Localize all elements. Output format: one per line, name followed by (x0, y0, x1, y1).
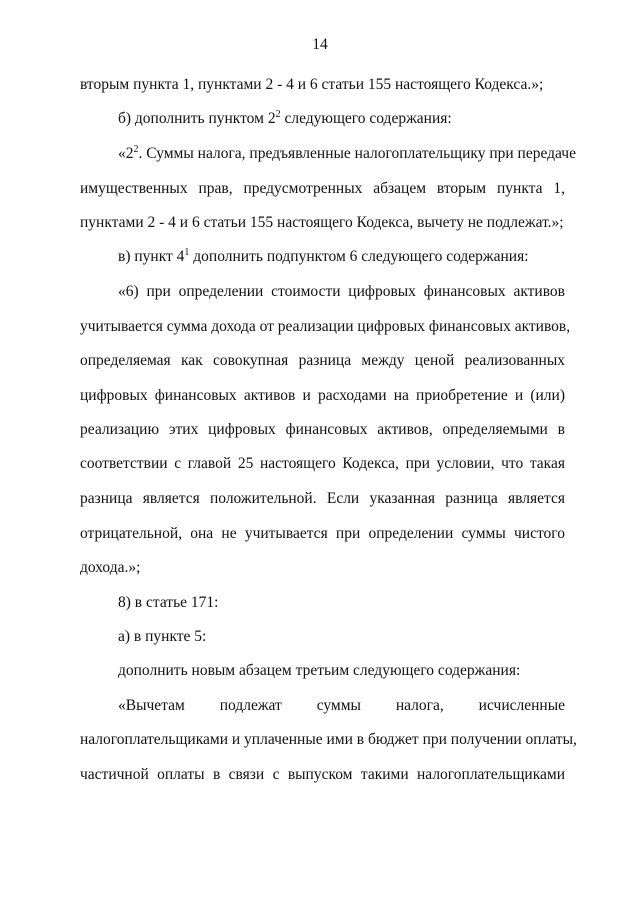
text-fragment: «2 (118, 145, 134, 162)
text-line: отрицательной, она не учитывается при определении суммы чистого (80, 525, 565, 542)
text-fragment: дополнить подпунктом 6 следующего содержания: (189, 248, 529, 265)
superscript: 1 (184, 247, 190, 258)
superscript: 2 (275, 109, 281, 120)
text-line: а) в пункте 5: (118, 628, 207, 645)
text-line: «Вычетам подлежат суммы налога, исчисленные (118, 697, 565, 714)
text-line: пунктами 2 - 4 и 6 статьи 155 настоящего Кодекса, вычету не подлежат.»; (80, 214, 564, 231)
text-line: налогоплательщиками и уплаченные ими в бюджет при получении оплаты, (80, 731, 577, 748)
text-fragment: б) дополнить пунктом 2 (118, 110, 276, 127)
text-line: определяемая как совокупная разница между ценой реализованных (80, 352, 565, 369)
text-line: цифровых финансовых активов и расходами на приобретение и (или) (80, 387, 565, 404)
page-number: 14 (312, 36, 328, 53)
text-line (118, 248, 529, 266)
text-line: разница является положительной. Если указанная разница является (80, 490, 565, 507)
text-line: реализацию этих цифровых финансовых активов, определяемыми в (80, 421, 565, 438)
text-fragment: следующего содержания: (280, 110, 452, 127)
text-line: учитывается сумма дохода от реализации цифровых финансовых активов, (80, 318, 571, 335)
text-line: имущественных прав, предусмотренных абзацем вторым пункта 1, (80, 180, 565, 197)
text-fragment: в) пункт 4 (118, 248, 185, 265)
text-line (118, 145, 576, 163)
text-line: вторым пункта 1, пунктами 2 - 4 и 6 статьи 155 настоящего Кодекса.»; (80, 76, 544, 93)
text-line: 8) в статье 171: (118, 594, 219, 611)
text-line (118, 110, 452, 128)
text-line: дополнить новым абзацем третьим следующего содержания: (118, 662, 521, 679)
superscript: 2 (133, 144, 139, 155)
text-line: частичной оплаты в связи с выпуском такими налогоплательщиками (80, 766, 565, 783)
text-line: соответствии с главой 25 настоящего Кодекса, при условии, что такая (80, 455, 565, 472)
text-line: «6) при определении стоимости цифровых финансовых активов (118, 283, 565, 300)
text-fragment: . Суммы налога, предъявленные налогоплательщику при передаче (138, 145, 576, 162)
text-line: дохода.»; (80, 559, 141, 576)
